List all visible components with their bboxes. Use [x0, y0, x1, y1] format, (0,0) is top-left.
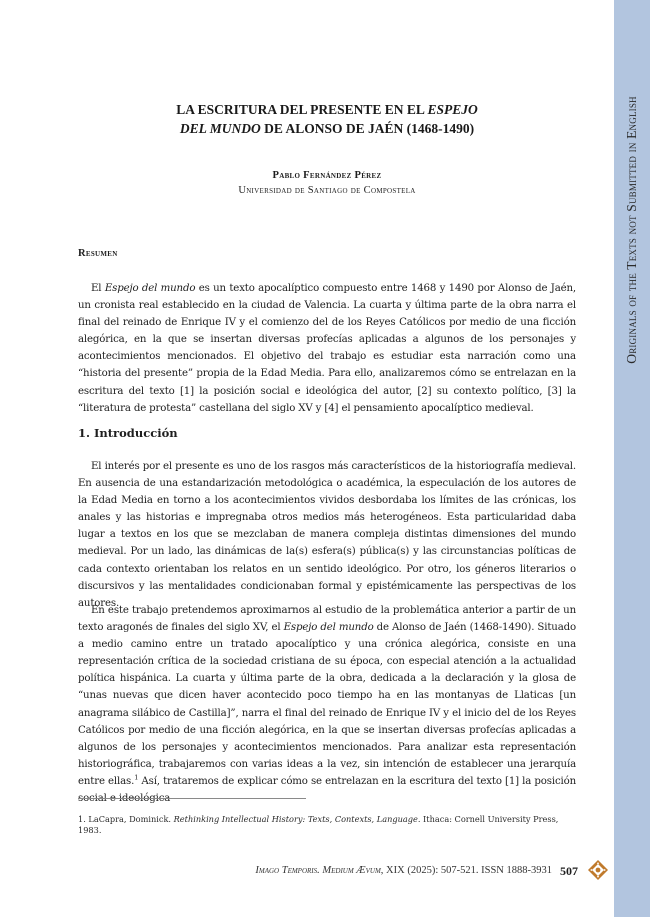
author-block: [78, 168, 576, 198]
footnote-c: . Ithaca: Cornell University Press, 1983.: [78, 814, 559, 835]
intro-p2-c: de Alonso de Jaén (1468-1490). Situado a medio camino entre un tratado apocalíptico y una crónica alegórica, consiste en una representación crítica de la sociedad cristiana de su época, con especial atención a la actualidad política hispánica. La cuarta y última parte de la obra, dedicada a la declaración y la glosa de “unas nuevas que dicen haver acontecido poco tiempo ha en las montanyas de Llaticas [un anagrama silábico de Castilla]”, narra el final del reinado de Enrique IV y el inicio del de los Reyes Católicos por medio de una ficción alegórica, en la que se insertan diversas profecías aplicadas a algunos de los personajes y acontecimientos mencionados. Para analizar esta representación historiográfica, trabajaremos con varias ideas a la vez, sin intención de establecer una jerarquía entre ellas.: [78, 622, 576, 787]
footnote: [78, 814, 576, 836]
footnote-ref[interactable]: 1: [134, 773, 139, 782]
footnote-book-title: Rethinking Intellectual History: Texts, Contexts, Language: [173, 814, 418, 824]
footnote-rule: [78, 798, 306, 799]
author-name: Pablo Fernández Pérez: [272, 170, 382, 181]
footnote-a: 1. LaCapra, Dominick.: [78, 814, 174, 824]
journal-citation: , XIX (2025): 507-521. ISSN 1888-3931: [380, 865, 552, 876]
page-number: 507: [560, 864, 578, 878]
title-line2-b: DE ALONSO DE JAÉN (1468-1490): [260, 121, 475, 136]
page-footer: [78, 865, 552, 876]
abstract-work-title: Espejo del mundo: [104, 283, 196, 294]
title-line1-b: ESPEJO: [427, 102, 478, 117]
intro-p2-a: En este trabajo pretendemos aproximarnos al estudio de la problemática anterior a partir de un texto aragonés de finales del siglo XV, el: [78, 605, 576, 634]
abstract-text-c: es un texto apocalíptico compuesto entre 1468 y 1490 por Alonso de Jaén, un cronista real establecido en la ciudad de Valencia. La cuarta y última parte de la obra narra el final del reinado de Enrique IV y el comienzo del de los Reyes Católicos por medio de una ficción alegórica, en la que se insertan diversas profecías aplicadas a algunos de los personajes y acontecimientos mencionados. El objetivo del trabajo es estudiar esta narración como una “historia del presente” propia de la Edad Media. Para ello, analizaremos cómo se entrelazan en la escritura del texto [1] la posición social e ideológica del autor, [2] su contexto político, [3] la “literatura de protesta” castellana del siglo XV y [4] el pensamiento apocalíptico medieval.: [78, 283, 576, 414]
intro-paragraph-2: [78, 602, 576, 807]
abstract-text-a: El: [91, 283, 105, 294]
side-label: Originals of the Texts not Submitted in English: [624, 96, 639, 364]
intro-paragraph-1: El interés por el presente es uno de los rasgos más característicos de la historiografía medieval. En ausencia de una estandarización metodológica o académica, la especulación de los autores de la Edad Media en torno a los acontecimientos vividos desbordaba los límites de las crónicas, los anales y las historias e impregnaba otros medios más heterogéneos. Esta particularidad daba lugar a textos en los que se mezclaban de manera compleja distintas dimensiones del mundo medieval. Por un lado, las dinámicas de la(s) esfera(s) pública(s) y las circunstancias políticas de cada contexto orientaban los relatos en un sentido ideológico. Por otro, los géneros literarios o discursivos y las mentalidades condicionaban formal y epistémicamente las perspectivas de los autores.: [78, 461, 576, 609]
journal-name: Imago Temporis. Medium Ævum: [255, 865, 381, 876]
author-affiliation: Universidad de Santiago de Compostela: [238, 185, 416, 196]
intro-p2-d: Así, trataremos de explicar cómo se entrelazan en la escritura del texto [1] la posición social e ideológica: [78, 775, 576, 805]
title-line2-a: DEL MUNDO: [179, 121, 261, 136]
title-line1-a: LA ESCRITURA DEL PRESENTE EN EL: [176, 102, 428, 117]
abstract-heading: Resumen: [78, 248, 118, 259]
abstract-paragraph: [78, 280, 576, 417]
intro-p2-work-title: Espejo del mundo: [283, 622, 374, 634]
article-title: [78, 100, 576, 138]
ornament-icon: [588, 860, 608, 880]
section-heading: 1. Introducción: [78, 426, 178, 440]
